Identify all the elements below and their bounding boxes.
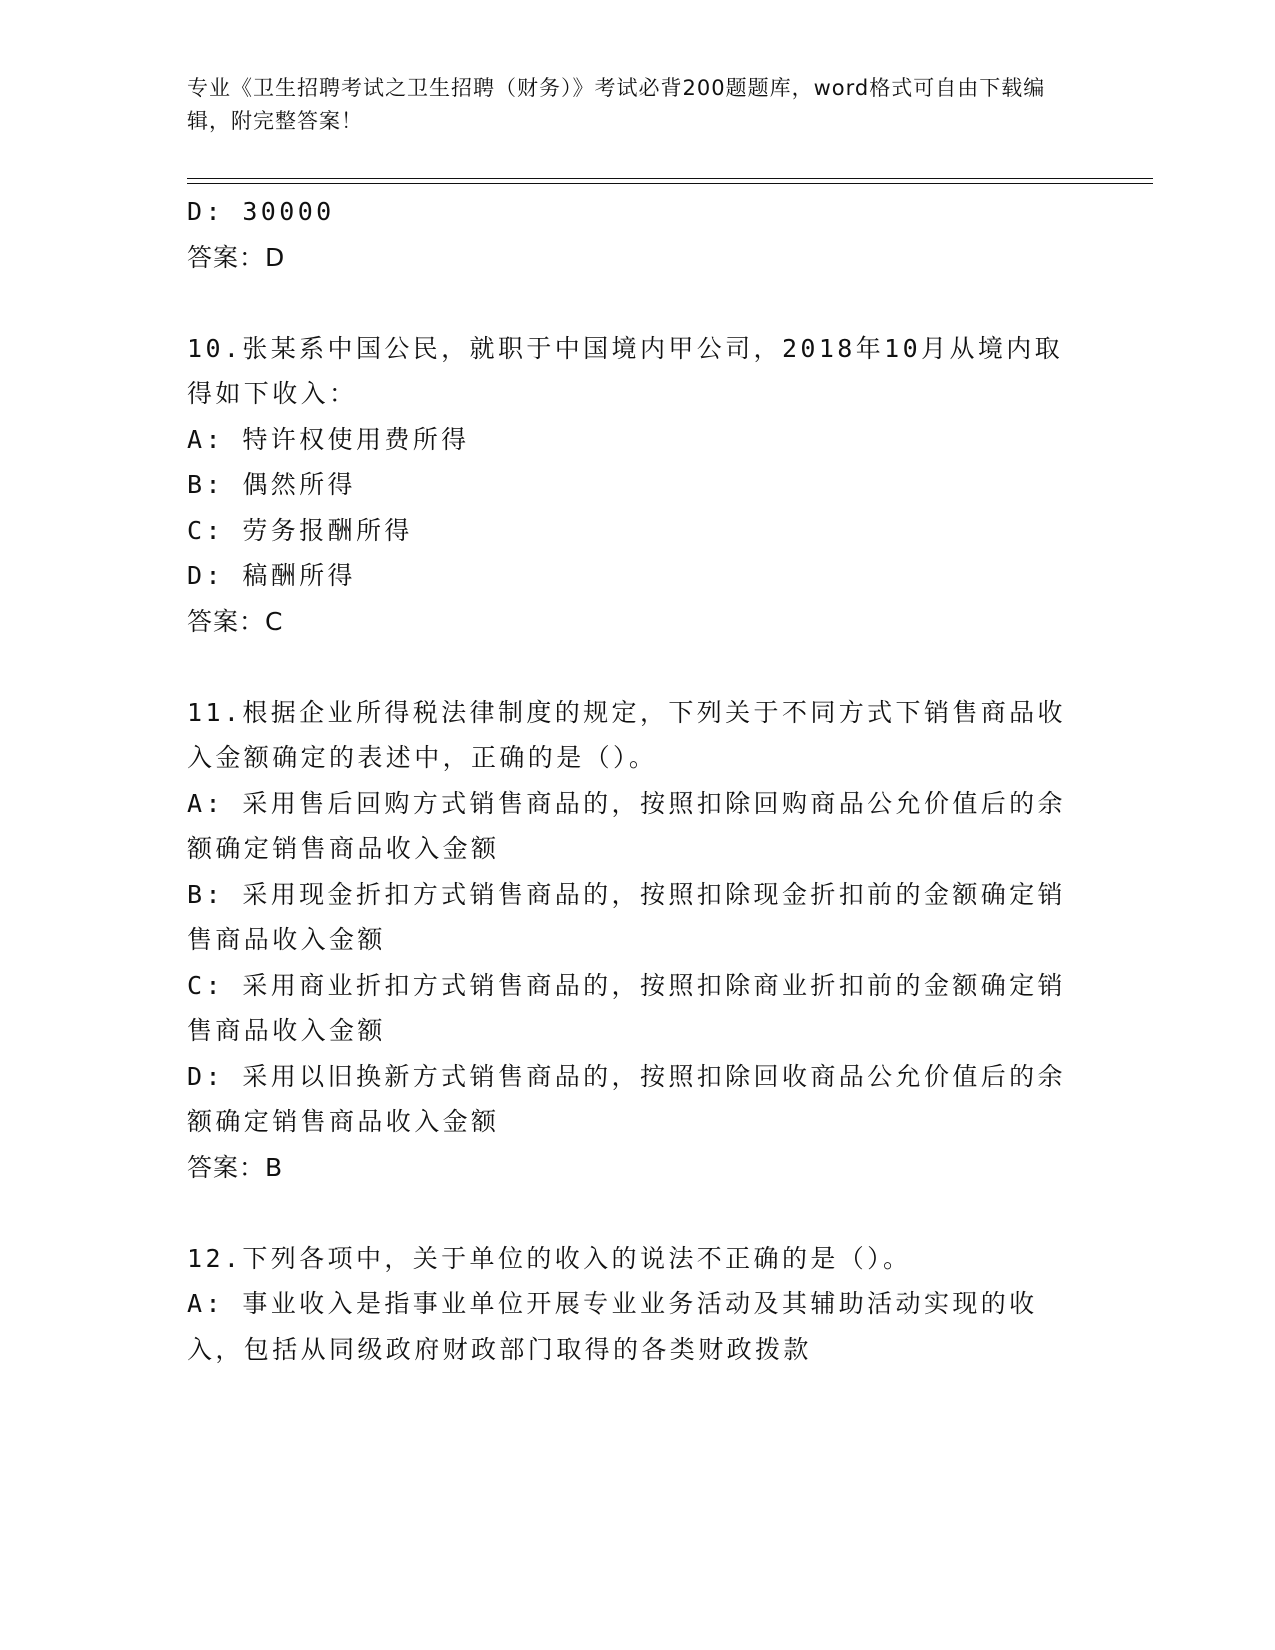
q10-option-d: D: 稿酬所得 — [187, 561, 356, 590]
q10-stem: 10.张某系中国公民，就职于中国境内甲公司，2018年10月从境内取得如下收入： — [187, 333, 1064, 408]
prev-option-d: D: 30000 — [187, 197, 335, 226]
q11-answer: 答案：B — [187, 1152, 284, 1182]
q12-option-a: A: 事业收入是指事业单位开展专业业务活动及其辅助活动实现的收入，包括从同级政府财政部门取得的各类财政拨款 — [187, 1289, 1038, 1364]
document-header: 专业《卫生招聘考试之卫生招聘（财务）》考试必背200题题库，word格式可自由下载编辑，附完整答案！ — [187, 76, 1046, 133]
q11-option-a: A: 采用售后回购方式销售商品的，按照扣除回购商品公允价值后的余额确定销售商品收入金额 — [187, 788, 1066, 863]
prev-answer: 答案：D — [187, 242, 286, 272]
spacer — [187, 644, 1087, 690]
q11-option-b: B: 采用现金折扣方式销售商品的，按照扣除现金折扣前的金额确定销售商品收入金额 — [187, 879, 1066, 954]
question-content — [187, 189, 1087, 1372]
q11-stem: 11.根据企业所得税法律制度的规定，下列关于不同方式下销售商品收入金额确定的表述中，正确的是（）。 — [187, 697, 1066, 772]
spacer — [187, 1190, 1087, 1236]
header-divider-bottom — [187, 183, 1153, 184]
q10-option-a: A: 特许权使用费所得 — [187, 424, 470, 454]
q11-option-c: C: 采用商业折扣方式销售商品的，按照扣除商业折扣前的金额确定销售商品收入金额 — [187, 970, 1066, 1045]
q12-stem: 12.下列各项中，关于单位的收入的说法不正确的是（）。 — [187, 1243, 912, 1273]
q10-option-c: C: 劳务报酬所得 — [187, 515, 413, 545]
header-divider-top — [187, 178, 1153, 179]
spacer — [187, 280, 1087, 326]
q10-option-b: B: 偶然所得 — [187, 470, 356, 499]
q11-option-d: D: 采用以旧换新方式销售商品的，按照扣除回收商品公允价值后的余额确定销售商品收入金额 — [187, 1061, 1066, 1136]
q10-answer: 答案：C — [187, 606, 284, 636]
